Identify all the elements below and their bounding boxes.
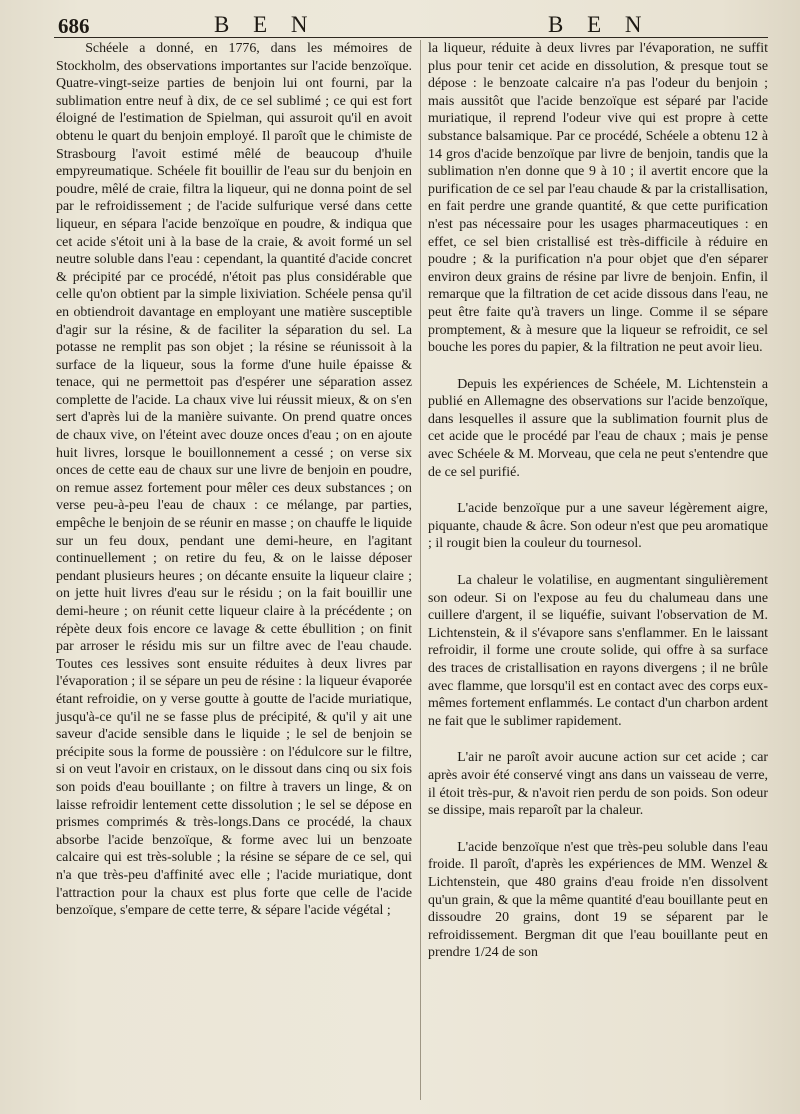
paragraph: la liqueur, réduite à deux livres par l'évaporation, ne suffit plus pour tenir cet acide en dissolution, & presque tout se dépose : le benzoate calcaire n'a pas l'odeur du benjoin ; mais aussitôt que l'acide benzoïque est séparé par l'acide muriatique, il reprend l'odeur vive qui est propre à cette substance balsamique. Par ce procédé, Schéele a obtenu 12 à 14 gros d'acide benzoïque par livre de benjoin, tandis que la sublimation n'en donne que 9 à 10 ; il avertit encore que la purification de ce sel par l'eau chaude & par la cristallisation, en fait perdre une grande quantité, & que cette purification n'est pas nécessaire pour les usages pharmaceutiques : en effet, ce sel bien cristallisé est très-difficile à réduire en poudre ; & la purification n'a pour objet que d'en séparer environ deux grains de résine par livre de benjoin. Enfin, il remarque que la filtration de cet acide dissous dans l'eau, ne peut être faite qu'à travers un linge. Comme il se sépare promptement, & à mesure que la liqueur se refroidit, ce sel bouche les pores du papier, & la filtration ne peut avoir lieu.	[428, 41, 768, 356]
header-rule	[54, 37, 768, 38]
running-head-left: B E N	[214, 12, 317, 37]
paragraph: La chaleur le volatilise, en augmentant singulièrement son odeur. Si on l'expose au feu du chalumeau dans une cuillere d'argent, il se liquéfie, suivant l'observation de M. Lichtenstein, & il s'évapore sans s'enflammer. En le laissant refroidir, il forme une croute solide, qui offre à sa surface des traces de cristallisation en rayons divergens ; il ne brûle avec flamme, que lorsqu'il est en contact avec des corps eux-mêmes fortement enflammés. Le contact d'un charbon ardent ne fait que le sublimer rapidement.	[428, 573, 768, 729]
paragraph: L'acide benzoïque pur a une saveur légèrement aigre, piquante, chaude & âcre. Son odeur n'est que peu aromatique ; il rougit bien la couleur du tournesol.	[428, 501, 769, 552]
paragraph: L'air ne paroît avoir aucune action sur cet acide ; car après avoir été conservé vingt ans dans un vaisseau de verre, il étoit très-pur, & n'avoit rien perdu de son poids. Son odeur se dissipe, mais reparoît par la chaleur.	[428, 750, 768, 819]
paragraph: Schéele a donné, en 1776, dans les mémoires de Stockholm, des observations importantes sur l'acide benzoïque. Quatre-vingt-seize parties de benjoin lui ont fourni, par la sublimation entre neuf à dix, de ce sel sublimé ; ce qui est fort éloigné de l'estimation de Spielman, qui assuroit qu'il en avoit obtenu le quart du benjoin employé. Il paroît que le chimiste de Strasbourg l'avoit estimé mêlé de beaucoup d'huile empyreumatique. Schéele fit bouillir de l'eau sur du benjoin en poudre, mêlé de craie, filtra la liqueur, qui ne donna point de sel par le refroidissement ; de l'acide sulfurique versé dans cette liqueur, en sépara l'acide benzoïque en poudre, & indiqua que cet acide s'étoit uni à la base de la craie, & avoit formé un sel neutre soluble dans l'eau : cependant, la quantité d'acide concret & précipité par ce procédé, n'étoit pas plus considérable que celle qu'on obtient par la simple lixiviation. Schéele pensa qu'il en obtiendroit davantage en employant une matière susceptible d'agir sur la résine, & de faciliter la séparation du sel. La potasse ne remplit pas son objet ; la résine se réunissoit à la surface de la liqueur, sous la forme d'une huile épaisse & tenace, qui ne permettoit pas d'espérer une séparation assez complette de l'acide. La chaux vive lui réussit mieux, & on s'en sert d'après lui de la manière suivante. On prend quatre onces de chaux vive, on l'éteint avec douze onces d'eau ; on en ajoute huit livres, lorsque le bouillonnement a cessé ; on verse six onces de cette eau de chaux sur une livre de benjoin en poudre, on remue assez fortement pour mêler ces deux substances ; on verse peu-à-peu l'eau de chaux : ce mélange, par parties, empêche le benjoin de se réunir en masse ; on chauffe le liquide sur un feu doux, pendant une demi-heure, en l'agitant continuellement ; on retire du feu, & on le laisse déposer pendant plusieurs heures ; on décante ensuite la liqueur claire ; on jette huit livres d'eau sur le résidu ; on la fait bouillir une demi-heure ; on réunit cette liqueur claire à la précédente ; on répète deux fois encore ce lavage & cette ébullition ; on finit par arroser le résidu mis sur un filtre avec de l'eau chaude. Toutes ces lessives sont ensuite réduites à deux livres par l'évaporation ; il se sépare un peu de résine : la liqueur évaporée étant refroidie, on y verse goutte à goutte de l'acide muriatique, jusqu'à-ce qu'il ne se fasse plus de précipité, & qu'il y ait une saveur d'acide sensible dans le liquide ; le sel de benjoin se précipite sous la forme de poussière : on l'édulcore sur le filtre, si on veut l'avoir en cristaux, on le dissout dans cinq ou six fois son poids d'eau bouillante ; on filtre à travers un linge, & on laisse refroidir lentement cette dissolution ; le sel se dépose en prismes comprimés & très-longs.Dans ce procédé, la chaux absorbe l'acide benzoïque, & forme avec lui un benzoate calcaire qui est très-soluble ; la résine se sépare de ce sel, qui n'a que très-peu d'affinité avec elle ; l'acide muriatique, dont l'attraction pour la chaux est plus forte que celle de l'acide benzoïque, s'empare de cette terre, & sépare l'acide végétal ;	[56, 41, 412, 919]
paragraph: L'acide benzoïque n'est que très-peu soluble dans l'eau froide. Il paroît, d'après les expériences de MM. Wenzel & Lichtenstein, que 480 grains d'eau froide n'en dissolvent qu'un grain, & que la même quantité d'eau bouillante peut en dissoudre 20 grains, dont 19 se séparent par le refroidissement. Bergman dit que l'eau bouillante peut en prendre 1/24 de son	[428, 839, 768, 961]
page-number: 686	[58, 14, 90, 38]
running-head-right: B E N	[548, 12, 651, 37]
left-column	[56, 40, 412, 920]
column-divider	[420, 40, 421, 1100]
right-column	[428, 40, 768, 962]
paragraph: Depuis les expériences de Schéele, M. Lichtenstein a publié en Allemagne des observations sur l'acide benzoïque, dans lesquelles il assure que la sublimation fournit plus de cet acide que le procédé par l'eau de chaux ; mais je pense avec Schéele & M. Morveau, que cela ne peut s'entendre que de ce sel purifié.	[428, 376, 768, 480]
